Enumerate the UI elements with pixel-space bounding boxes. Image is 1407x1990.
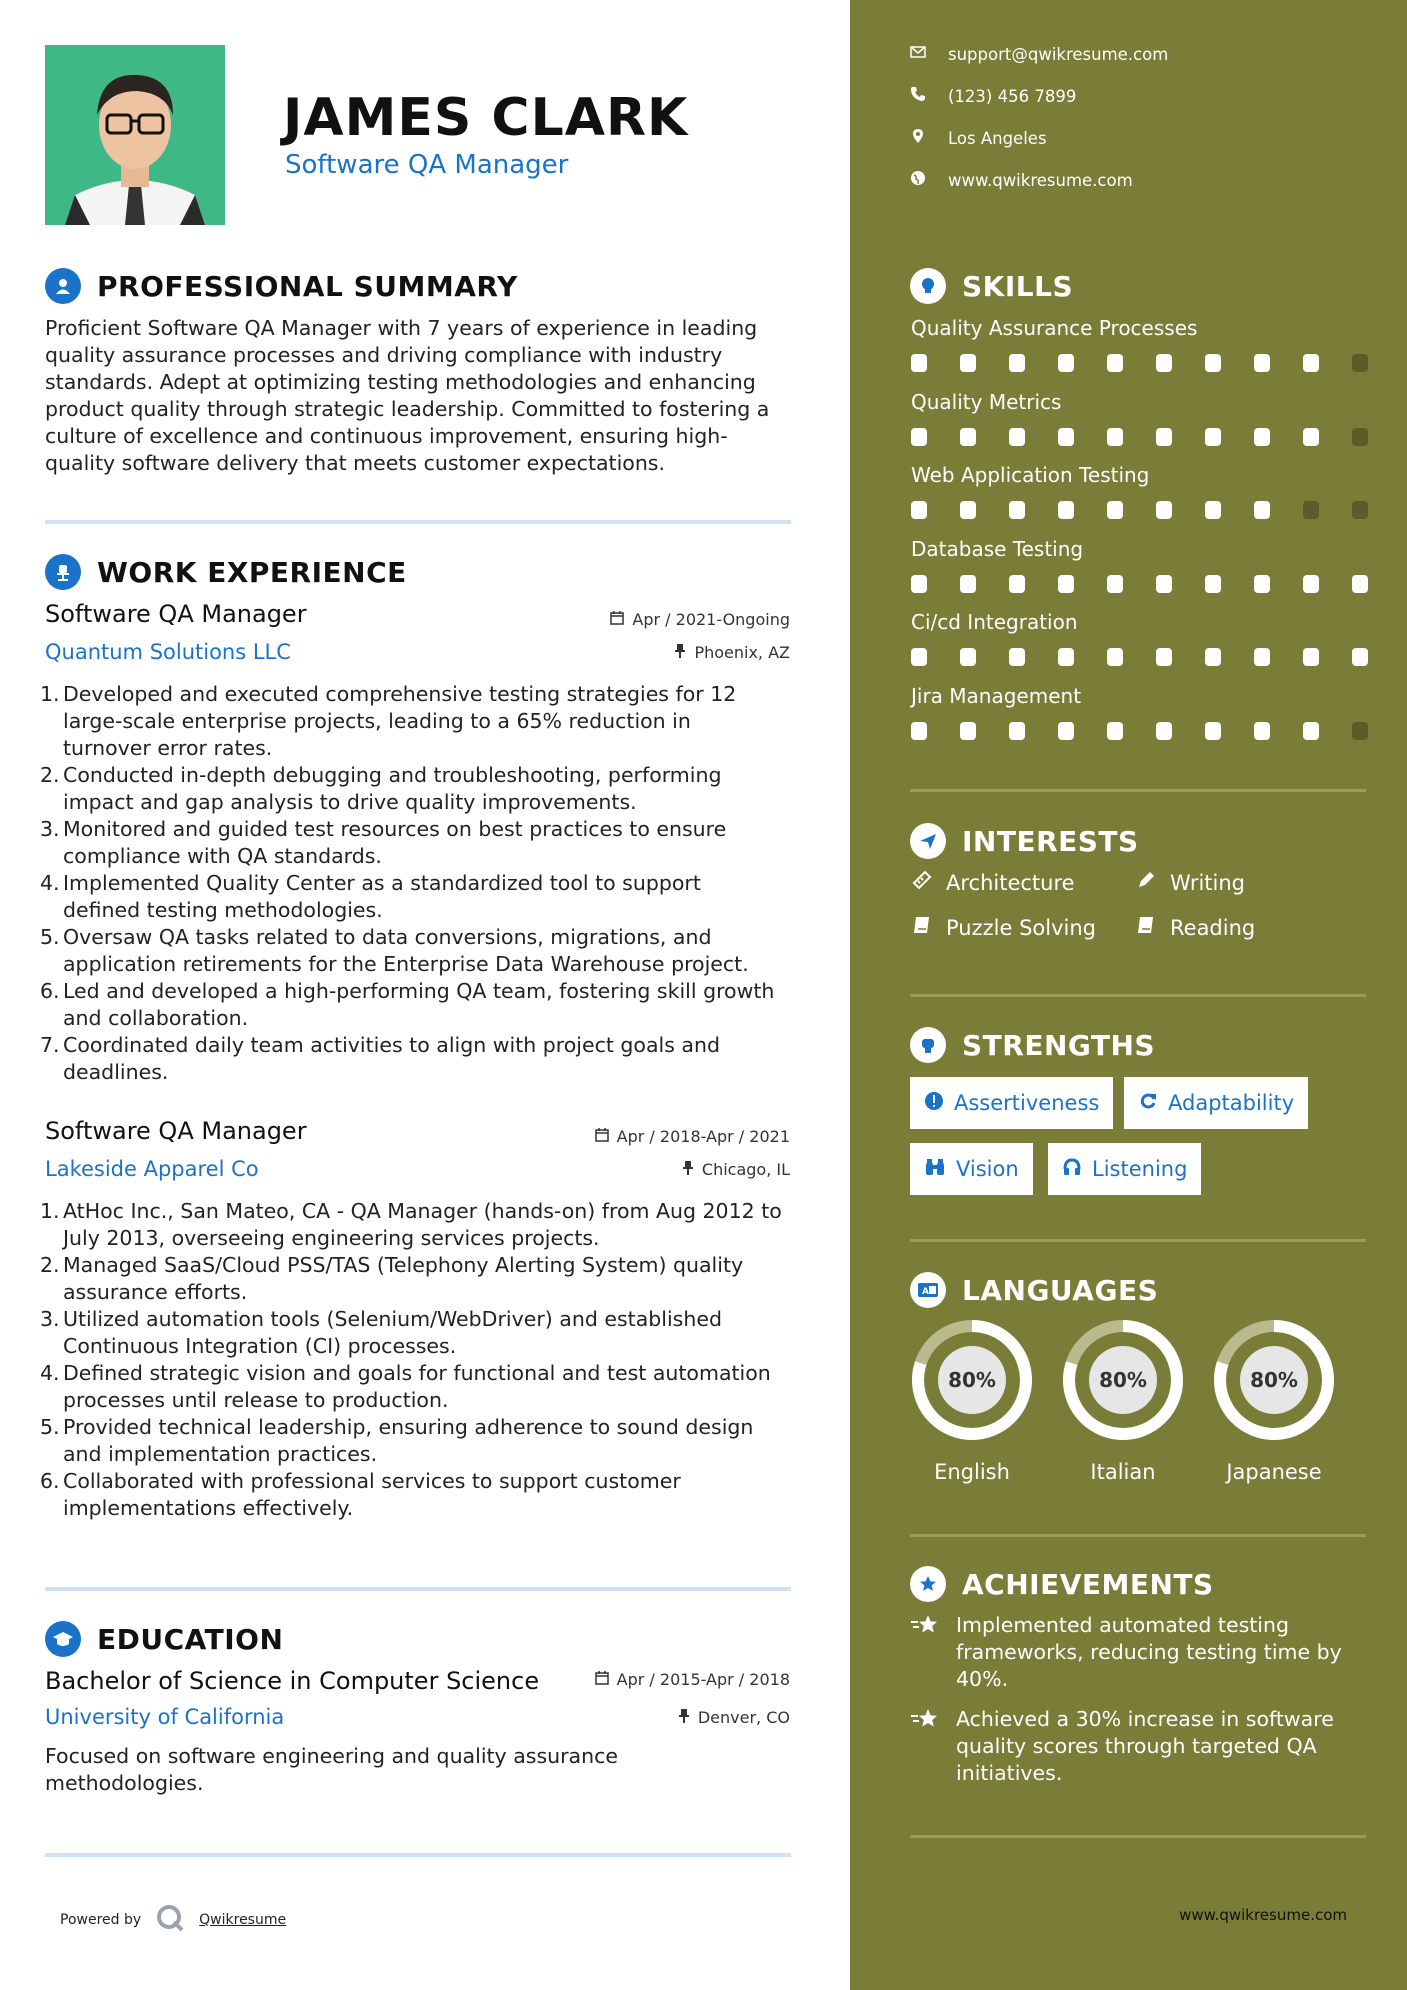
brand-link[interactable]: Qwikresume bbox=[199, 1912, 287, 1928]
languages-heading bbox=[910, 1272, 1158, 1308]
list-line: and collaboration. bbox=[63, 1006, 249, 1030]
calendar-icon bbox=[595, 1670, 609, 1689]
list-line: processes until release to production. bbox=[63, 1388, 449, 1412]
list-number: 1. bbox=[40, 682, 60, 706]
skill-dot bbox=[1009, 648, 1025, 666]
skill-dot bbox=[1303, 722, 1319, 740]
skill-dot bbox=[911, 648, 927, 666]
skill-dot bbox=[1009, 354, 1025, 372]
contact-phone-text: (123) 456 7899 bbox=[948, 86, 1077, 106]
skill-name: Quality Metrics bbox=[911, 389, 1062, 414]
list-line: deadlines. bbox=[63, 1060, 169, 1084]
list-item bbox=[40, 1306, 800, 1360]
list-number: 2. bbox=[40, 763, 60, 787]
skill-dot bbox=[1058, 428, 1074, 446]
language-percent: 80% bbox=[1099, 1368, 1147, 1392]
strengths-heading bbox=[910, 1027, 1155, 1063]
contact-email[interactable] bbox=[910, 44, 1168, 64]
skill-dot bbox=[1205, 648, 1221, 666]
book-icon bbox=[912, 915, 932, 940]
list-line: Defined strategic vision and goals for functional and test automation bbox=[63, 1361, 771, 1385]
list-item bbox=[40, 1198, 800, 1252]
skill-name: Quality Assurance Processes bbox=[911, 316, 1198, 340]
contact-email-text: support@qwikresume.com bbox=[948, 44, 1169, 64]
skill-rating bbox=[911, 722, 1368, 740]
sidebar-divider bbox=[910, 789, 1366, 792]
skill-name: Ci/cd Integration bbox=[911, 610, 1078, 634]
achievement-line: Implemented automated testing bbox=[956, 1613, 1290, 1637]
achievement-line: Achieved a 30% increase in software bbox=[956, 1707, 1334, 1731]
summary-line: quality software delivery that meets customer expectations. bbox=[45, 451, 666, 475]
list-item bbox=[40, 762, 800, 816]
summary-title: PROFESSIONAL SUMMARY bbox=[97, 269, 518, 303]
achievement-item bbox=[910, 1706, 1370, 1787]
list-line: Monitored and guided test resources on best practices to ensure bbox=[63, 817, 727, 841]
summary-line: quality assurance processes and driving compliance with industry bbox=[45, 343, 723, 367]
list-line: Provided technical leadership, ensuring adherence to sound design bbox=[63, 1415, 754, 1439]
skill-dot bbox=[1107, 648, 1123, 666]
achievement-line: initiatives. bbox=[956, 1761, 1063, 1785]
list-number: 3. bbox=[40, 1307, 60, 1331]
calendar-icon bbox=[595, 1127, 609, 1146]
language-gauge bbox=[910, 1318, 1034, 1442]
skill-dot bbox=[1156, 501, 1172, 519]
envelope-icon bbox=[910, 44, 926, 64]
sidebar-divider bbox=[910, 1534, 1366, 1537]
globe-icon bbox=[910, 170, 926, 190]
interest-label: Reading bbox=[1170, 915, 1256, 940]
exclamation-icon bbox=[924, 1091, 944, 1116]
skill-dot bbox=[1009, 722, 1025, 740]
achievements-heading bbox=[910, 1566, 1214, 1602]
job-dates bbox=[610, 610, 790, 629]
job-dates-text: Apr / 2018-Apr / 2021 bbox=[616, 1127, 790, 1146]
interest-label: Architecture bbox=[946, 870, 1075, 895]
degree-title: Bachelor of Science in Computer Science bbox=[45, 1667, 540, 1695]
summary-line: standards. Adept at optimizing testing methodologies and enhancing bbox=[45, 370, 756, 394]
skill-dot bbox=[1009, 575, 1025, 593]
job-company: Quantum Solutions LLC bbox=[45, 640, 291, 664]
list-item bbox=[40, 1360, 800, 1414]
contact-website-text: www.qwikresume.com bbox=[948, 170, 1133, 190]
strength-tag bbox=[910, 1077, 1113, 1129]
refresh-icon bbox=[1138, 1091, 1158, 1116]
sidebar bbox=[850, 0, 1407, 1990]
list-number: 5. bbox=[40, 1415, 60, 1439]
job-responsibilities bbox=[40, 681, 800, 1086]
skill-rating bbox=[911, 354, 1368, 372]
pin-icon bbox=[674, 643, 686, 662]
calendar-icon bbox=[610, 610, 624, 629]
summary-heading bbox=[45, 268, 518, 304]
education-location-text: Denver, CO bbox=[697, 1708, 790, 1727]
list-line: impact and gap analysis to drive quality improvements. bbox=[63, 790, 637, 814]
language-gauge bbox=[1212, 1318, 1336, 1442]
language-item bbox=[1061, 1318, 1185, 1484]
summary-text bbox=[45, 315, 795, 477]
paper-plane-icon bbox=[910, 823, 946, 859]
list-number: 3. bbox=[40, 817, 60, 841]
education-title: EDUCATION bbox=[97, 1622, 284, 1656]
education-line: methodologies. bbox=[45, 1771, 204, 1795]
skill-dot bbox=[1107, 575, 1123, 593]
skill-dot bbox=[1205, 575, 1221, 593]
interests-heading bbox=[910, 823, 1139, 859]
skill-dot bbox=[1058, 354, 1074, 372]
list-line: Continuous Integration (CI) processes. bbox=[63, 1334, 457, 1358]
graduation-cap-icon bbox=[45, 1621, 81, 1657]
skill-dot bbox=[1303, 648, 1319, 666]
strength-tag bbox=[1124, 1077, 1308, 1129]
job-location bbox=[674, 643, 790, 662]
experience-title: WORK EXPERIENCE bbox=[97, 555, 407, 589]
skill-name: Jira Management bbox=[911, 683, 1082, 708]
list-item bbox=[40, 1468, 800, 1522]
education-dates-text: Apr / 2015-Apr / 2018 bbox=[616, 1670, 790, 1689]
skill-rating bbox=[911, 501, 1368, 519]
interest-item bbox=[1136, 870, 1245, 895]
job-location-text: Phoenix, AZ bbox=[694, 643, 790, 662]
list-item bbox=[40, 870, 800, 924]
section-divider bbox=[45, 1853, 791, 1857]
translate-icon bbox=[910, 1272, 946, 1308]
skill-dot bbox=[1352, 501, 1368, 519]
list-line: Managed SaaS/Cloud PSS/TAS (Telephony Alerting System) quality bbox=[63, 1253, 744, 1277]
skill-dot bbox=[1205, 722, 1221, 740]
list-line: and implementation practices. bbox=[63, 1442, 378, 1466]
list-line: application retirements for the Enterprise Data Warehouse project. bbox=[63, 952, 749, 976]
skill-dot bbox=[1156, 648, 1172, 666]
interest-label: Writing bbox=[1170, 870, 1245, 895]
skill-dot bbox=[1058, 722, 1074, 740]
education-dates bbox=[595, 1670, 790, 1689]
summary-line: culture of excellence and continuous improvement, ensuring high- bbox=[45, 424, 728, 448]
education-description bbox=[45, 1743, 685, 1797]
lightbulb-icon bbox=[910, 268, 946, 304]
list-number: 2. bbox=[40, 1253, 60, 1277]
skill-dot bbox=[1254, 722, 1270, 740]
section-divider bbox=[45, 520, 791, 524]
language-name: Japanese bbox=[1226, 1460, 1322, 1484]
education-heading bbox=[45, 1621, 283, 1657]
strengths-title: STRENGTHS bbox=[962, 1028, 1156, 1062]
list-item bbox=[40, 1252, 800, 1306]
list-number: 1. bbox=[40, 1199, 60, 1223]
strength-tag bbox=[1048, 1143, 1201, 1195]
skill-dot bbox=[1058, 575, 1074, 593]
strength-tag bbox=[910, 1143, 1033, 1195]
skill-dot bbox=[1156, 575, 1172, 593]
list-line: Oversaw QA tasks related to data conversions, migrations, and bbox=[63, 925, 712, 949]
skill-dot bbox=[911, 722, 927, 740]
experience-heading bbox=[45, 554, 407, 590]
skill-dot bbox=[1303, 575, 1319, 593]
skill-rating bbox=[911, 648, 1368, 666]
skill-dot bbox=[1303, 428, 1319, 446]
job-title: Software QA Manager bbox=[45, 1117, 307, 1145]
skill-dot bbox=[1058, 501, 1074, 519]
language-gauge bbox=[1061, 1318, 1185, 1442]
language-name: Italian bbox=[1090, 1460, 1156, 1484]
user-icon bbox=[45, 268, 81, 304]
interest-item bbox=[1136, 915, 1255, 940]
skill-dot bbox=[1058, 648, 1074, 666]
skill-dot bbox=[1107, 722, 1123, 740]
summary-line: product quality through strategic leadership. Committed to fostering a bbox=[45, 397, 770, 421]
skill-dot bbox=[960, 354, 976, 372]
list-number: 5. bbox=[40, 925, 60, 949]
contact-location bbox=[910, 128, 1047, 148]
skill-dot bbox=[960, 722, 976, 740]
strength-label: Vision bbox=[956, 1157, 1019, 1181]
skill-name: Database Testing bbox=[911, 536, 1084, 561]
star-icon bbox=[910, 1612, 942, 1693]
interest-label: Puzzle Solving bbox=[946, 915, 1096, 940]
list-line: Developed and executed comprehensive testing strategies for 12 bbox=[63, 682, 737, 706]
list-item bbox=[40, 1414, 800, 1468]
list-number: 6. bbox=[40, 979, 60, 1003]
job-title: Software QA Manager bbox=[45, 600, 307, 628]
skill-dot bbox=[1254, 354, 1270, 372]
achievement-line: quality scores through targeted QA bbox=[956, 1734, 1317, 1758]
profile-photo bbox=[45, 45, 225, 225]
skill-dot bbox=[1303, 501, 1319, 519]
skill-dot bbox=[1107, 354, 1123, 372]
skill-dot bbox=[1205, 428, 1221, 446]
list-item bbox=[40, 978, 800, 1032]
skill-name: Web Application Testing bbox=[911, 463, 1150, 487]
skill-dot bbox=[960, 501, 976, 519]
skill-dot bbox=[1352, 722, 1368, 740]
achievements-title: ACHIEVEMENTS bbox=[962, 1567, 1214, 1601]
language-item bbox=[1212, 1318, 1336, 1484]
list-line: Coordinated daily team activities to align with project goals and bbox=[63, 1033, 720, 1057]
skills-title: SKILLS bbox=[962, 269, 1074, 303]
skill-dot bbox=[1009, 501, 1025, 519]
list-number: 4. bbox=[40, 871, 60, 895]
skill-dot bbox=[1205, 501, 1221, 519]
skill-dot bbox=[1352, 428, 1368, 446]
list-line: large-scale enterprise projects, leading to a 65% reduction in bbox=[63, 709, 691, 733]
list-item bbox=[40, 816, 800, 870]
language-item bbox=[910, 1318, 1034, 1484]
job-dates-text: Apr / 2021-Ongoing bbox=[632, 610, 790, 629]
skill-dot bbox=[1156, 722, 1172, 740]
skill-dot bbox=[911, 428, 927, 446]
language-percent: 80% bbox=[948, 1368, 996, 1392]
chair-icon bbox=[45, 554, 81, 590]
interest-item bbox=[912, 915, 1096, 940]
skill-dot bbox=[911, 575, 927, 593]
skill-dot bbox=[1156, 428, 1172, 446]
list-item bbox=[40, 681, 800, 762]
phone-icon bbox=[910, 86, 926, 106]
svg-text:A: A bbox=[922, 1287, 929, 1297]
contact-website[interactable] bbox=[910, 170, 1133, 190]
achievement-line: 40%. bbox=[956, 1667, 1009, 1691]
footer-url[interactable]: www.qwikresume.com bbox=[1179, 1906, 1347, 1924]
pen-icon bbox=[1136, 870, 1156, 895]
summary-line: Proficient Software QA Manager with 7 years of experience in leading bbox=[45, 316, 758, 340]
skills-heading bbox=[910, 268, 1073, 304]
list-line: Collaborated with professional services to support customer bbox=[63, 1469, 681, 1493]
skill-dot bbox=[960, 575, 976, 593]
sidebar-divider bbox=[910, 1835, 1366, 1838]
candidate-role: Software QA Manager bbox=[285, 150, 569, 180]
skill-dot bbox=[1303, 354, 1319, 372]
job-company: Lakeside Apparel Co bbox=[45, 1157, 259, 1181]
skill-dot bbox=[1107, 428, 1123, 446]
achievement-item bbox=[910, 1612, 1370, 1693]
star-icon bbox=[910, 1706, 942, 1787]
language-percent: 80% bbox=[1250, 1368, 1298, 1392]
skill-dot bbox=[1352, 354, 1368, 372]
list-number: 4. bbox=[40, 1361, 60, 1385]
skill-dot bbox=[1254, 648, 1270, 666]
list-line: July 2013, overseeing engineering services projects. bbox=[63, 1226, 600, 1250]
job-location-text: Chicago, IL bbox=[701, 1160, 790, 1179]
skill-dot bbox=[911, 354, 927, 372]
list-line: AtHoc Inc., San Mateo, CA - QA Manager (hands-on) from Aug 2012 to bbox=[63, 1199, 782, 1223]
list-line: Conducted in-depth debugging and troubleshooting, performing bbox=[63, 763, 722, 787]
skill-dot bbox=[960, 428, 976, 446]
section-divider bbox=[45, 1587, 791, 1591]
skill-rating bbox=[911, 428, 1368, 446]
list-line: turnover error rates. bbox=[63, 736, 273, 760]
pin-icon bbox=[678, 1708, 690, 1727]
interests-title: INTERESTS bbox=[962, 824, 1139, 858]
binoculars-icon bbox=[924, 1157, 946, 1182]
book-icon bbox=[1136, 915, 1156, 940]
list-line: compliance with QA standards. bbox=[63, 844, 382, 868]
qwikresume-logo-icon bbox=[155, 1903, 185, 1937]
skill-dot bbox=[911, 501, 927, 519]
skill-dot bbox=[960, 648, 976, 666]
skill-dot bbox=[1352, 575, 1368, 593]
strength-label: Listening bbox=[1092, 1157, 1188, 1181]
list-line: Led and developed a high-performing QA team, fostering skill growth bbox=[63, 979, 775, 1003]
skill-dot bbox=[1107, 501, 1123, 519]
headphones-icon bbox=[1062, 1157, 1082, 1182]
contact-location-text: Los Angeles bbox=[948, 128, 1047, 148]
languages-title: LANGUAGES bbox=[962, 1273, 1159, 1307]
list-item bbox=[40, 1032, 800, 1086]
list-line: defined testing methodologies. bbox=[63, 898, 383, 922]
education-line: Focused on software engineering and quality assurance bbox=[45, 1744, 618, 1768]
sidebar-divider bbox=[910, 994, 1366, 997]
ruler-icon bbox=[912, 870, 932, 895]
list-number: 7. bbox=[40, 1033, 60, 1057]
skill-dot bbox=[1254, 575, 1270, 593]
job-location bbox=[682, 1160, 790, 1179]
job-dates bbox=[595, 1127, 790, 1146]
list-line: Utilized automation tools (Selenium/WebDriver) and established bbox=[63, 1307, 722, 1331]
pin-icon bbox=[682, 1160, 694, 1179]
list-item bbox=[40, 924, 800, 978]
contact-phone[interactable] bbox=[910, 86, 1076, 106]
strength-label: Adaptability bbox=[1168, 1091, 1295, 1115]
strength-label: Assertiveness bbox=[954, 1091, 1100, 1115]
skill-dot bbox=[1009, 428, 1025, 446]
interest-item bbox=[912, 870, 1075, 895]
skill-dot bbox=[1254, 428, 1270, 446]
list-line: assurance efforts. bbox=[63, 1280, 248, 1304]
powered-by bbox=[60, 1903, 286, 1937]
skill-dot bbox=[1156, 354, 1172, 372]
list-line: Implemented Quality Center as a standardized tool to support bbox=[63, 871, 701, 895]
fist-icon bbox=[910, 1027, 946, 1063]
education-location bbox=[678, 1708, 790, 1727]
sidebar-divider bbox=[910, 1239, 1366, 1242]
candidate-name: JAMES CLARK bbox=[283, 88, 689, 148]
list-number: 6. bbox=[40, 1469, 60, 1493]
language-name: English bbox=[934, 1460, 1010, 1484]
star-badge-icon bbox=[910, 1566, 946, 1602]
skill-dot bbox=[1205, 354, 1221, 372]
skill-dot bbox=[1352, 648, 1368, 666]
map-pin-icon bbox=[910, 128, 926, 148]
achievement-line: frameworks, reducing testing time by bbox=[956, 1640, 1342, 1664]
skill-rating bbox=[911, 575, 1368, 593]
school-name: University of California bbox=[45, 1705, 285, 1729]
list-line: implementations effectively. bbox=[63, 1496, 354, 1520]
job-responsibilities bbox=[40, 1198, 800, 1522]
powered-by-label: Powered by bbox=[60, 1912, 142, 1928]
skill-dot bbox=[1254, 501, 1270, 519]
